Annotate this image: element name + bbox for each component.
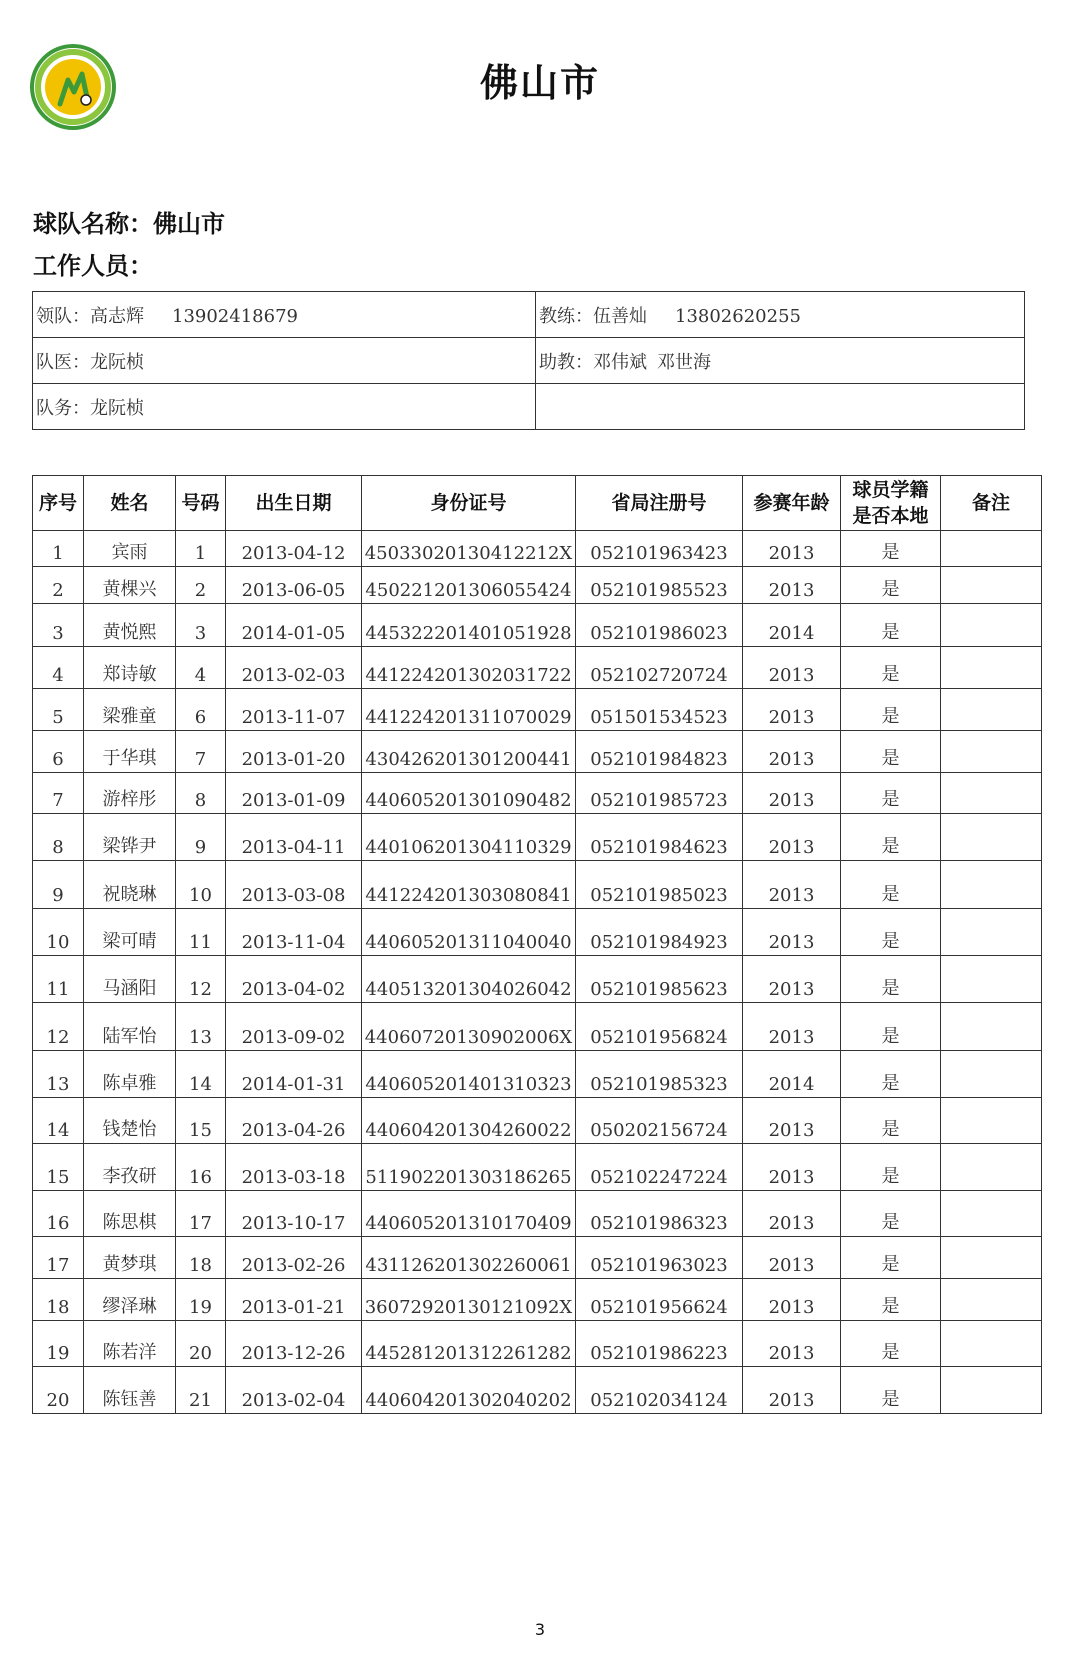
cell-player-name: 于华琪 <box>84 731 176 773</box>
cell-player-name: 梁雅童 <box>84 689 176 731</box>
cell-id-number: 431126201302260061 <box>362 1237 576 1279</box>
cell-registration-number: 052101956624 <box>576 1279 743 1321</box>
table-row <box>33 567 1042 604</box>
cell-local-enrollment: 是 <box>841 1321 941 1367</box>
cell-local-enrollment: 是 <box>841 956 941 1003</box>
table-row <box>33 531 1042 567</box>
staff-row <box>33 338 1025 384</box>
table-row <box>33 1279 1042 1321</box>
cell-jersey-number: 3 <box>176 604 226 647</box>
cell-player-name: 李孜研 <box>84 1144 176 1191</box>
table-row <box>33 814 1042 861</box>
cell-remarks <box>941 1191 1042 1237</box>
cell-jersey-number: 21 <box>176 1367 226 1414</box>
cell-id-number: 441224201303080841 <box>362 861 576 909</box>
table-row <box>33 773 1042 814</box>
coach-label: 教练： <box>539 305 593 327</box>
team-name-line <box>33 204 225 239</box>
cell-registration-number: 052101956824 <box>576 1003 743 1051</box>
staff-table <box>32 291 1025 430</box>
cell-registration-number: 052101986323 <box>576 1191 743 1237</box>
cell-local-enrollment: 是 <box>841 1051 941 1098</box>
cell-birthdate: 2013-04-12 <box>226 531 362 567</box>
cell-index: 14 <box>33 1098 84 1144</box>
coach-name: 伍善灿 <box>593 305 647 327</box>
cell-birthdate: 2013-02-03 <box>226 647 362 689</box>
cell-local-enrollment: 是 <box>841 909 941 956</box>
cell-birthdate: 2013-02-26 <box>226 1237 362 1279</box>
table-row <box>33 1367 1042 1414</box>
cell-birthdate: 2013-01-09 <box>226 773 362 814</box>
table-row <box>33 647 1042 689</box>
cell-age-group: 2013 <box>743 731 841 773</box>
cell-id-number: 445322201401051928 <box>362 604 576 647</box>
cell-local-enrollment: 是 <box>841 647 941 689</box>
page-title: 佛山市 <box>479 61 600 105</box>
cell-birthdate: 2013-03-18 <box>226 1144 362 1191</box>
cell-remarks <box>941 1098 1042 1144</box>
cell-index: 17 <box>33 1237 84 1279</box>
leader-phone: 13902418679 <box>172 305 298 327</box>
cell-remarks <box>941 689 1042 731</box>
cell-age-group: 2013 <box>743 1237 841 1279</box>
cell-jersey-number: 15 <box>176 1098 226 1144</box>
cell-local-enrollment: 是 <box>841 531 941 567</box>
cell-registration-number: 052101985523 <box>576 567 743 604</box>
cell-id-number: 44060720130902006X <box>362 1003 576 1051</box>
cell-id-number: 441224201302031722 <box>362 647 576 689</box>
cell-id-number: 45033020130412212X <box>362 531 576 567</box>
header-index: 序号 <box>33 476 84 531</box>
cell-age-group: 2013 <box>743 1003 841 1051</box>
cell-player-name: 梁铧尹 <box>84 814 176 861</box>
cell-jersey-number: 12 <box>176 956 226 1003</box>
header-remarks: 备注 <box>941 476 1042 531</box>
empty-cell <box>536 384 1025 430</box>
team-name-label: 球队名称： <box>33 210 153 238</box>
cell-registration-number: 050202156724 <box>576 1098 743 1144</box>
cell-index: 7 <box>33 773 84 814</box>
cell-local-enrollment: 是 <box>841 604 941 647</box>
cell-id-number: 511902201303186265 <box>362 1144 576 1191</box>
cell-registration-number: 052101984623 <box>576 814 743 861</box>
table-row <box>33 1191 1042 1237</box>
cell-jersey-number: 1 <box>176 531 226 567</box>
cell-index: 4 <box>33 647 84 689</box>
cell-age-group: 2013 <box>743 689 841 731</box>
table-row <box>33 1051 1042 1098</box>
table-row <box>33 861 1042 909</box>
cell-remarks <box>941 909 1042 956</box>
cell-remarks <box>941 1279 1042 1321</box>
cell-id-number: 441224201311070029 <box>362 689 576 731</box>
roster-header-row <box>33 476 1042 531</box>
cell-index: 16 <box>33 1191 84 1237</box>
header-number: 号码 <box>176 476 226 531</box>
cell-remarks <box>941 1144 1042 1191</box>
cell-id-number: 440604201304260022 <box>362 1098 576 1144</box>
cell-remarks <box>941 647 1042 689</box>
cell-id-number: 430426201301200441 <box>362 731 576 773</box>
cell-local-enrollment: 是 <box>841 567 941 604</box>
leader-label: 领队： <box>36 305 90 327</box>
cell-birthdate: 2013-10-17 <box>226 1191 362 1237</box>
cell-registration-number: 052101985623 <box>576 956 743 1003</box>
cell-birthdate: 2013-11-07 <box>226 689 362 731</box>
cell-registration-number: 052102720724 <box>576 647 743 689</box>
assistant-name-2: 邓世海 <box>657 351 711 373</box>
cell-age-group: 2013 <box>743 1279 841 1321</box>
header-registration-number: 省局注册号 <box>576 476 743 531</box>
cell-index: 12 <box>33 1003 84 1051</box>
cell-age-group: 2013 <box>743 773 841 814</box>
cell-index: 13 <box>33 1051 84 1098</box>
cell-jersey-number: 9 <box>176 814 226 861</box>
cell-remarks <box>941 773 1042 814</box>
cell-remarks <box>941 814 1042 861</box>
cell-birthdate: 2013-03-08 <box>226 861 362 909</box>
cell-player-name: 黄悦熙 <box>84 604 176 647</box>
cell-age-group: 2014 <box>743 604 841 647</box>
assistant-label: 助教： <box>539 351 593 373</box>
leader-name: 高志辉 <box>90 305 144 327</box>
cell-birthdate: 2013-11-04 <box>226 909 362 956</box>
cell-jersey-number: 11 <box>176 909 226 956</box>
staff-row <box>33 292 1025 338</box>
table-row <box>33 689 1042 731</box>
header-local-enrollment: 球员学籍 是否本地 <box>841 476 941 531</box>
cell-birthdate: 2013-04-26 <box>226 1098 362 1144</box>
manager-cell <box>33 384 536 430</box>
table-row <box>33 1144 1042 1191</box>
cell-registration-number: 051501534523 <box>576 689 743 731</box>
cell-player-name: 祝晓琳 <box>84 861 176 909</box>
cell-registration-number: 052101986223 <box>576 1321 743 1367</box>
cell-remarks <box>941 1321 1042 1367</box>
cell-index: 19 <box>33 1321 84 1367</box>
cell-birthdate: 2013-01-21 <box>226 1279 362 1321</box>
cell-jersey-number: 6 <box>176 689 226 731</box>
cell-player-name: 黄梦琪 <box>84 1237 176 1279</box>
cell-age-group: 2013 <box>743 1098 841 1144</box>
cell-remarks <box>941 1003 1042 1051</box>
cell-jersey-number: 17 <box>176 1191 226 1237</box>
cell-local-enrollment: 是 <box>841 1279 941 1321</box>
header-age-group: 参赛年龄 <box>743 476 841 531</box>
cell-index: 10 <box>33 909 84 956</box>
cell-age-group: 2013 <box>743 531 841 567</box>
cell-id-number: 36072920130121092X <box>362 1279 576 1321</box>
cell-jersey-number: 18 <box>176 1237 226 1279</box>
cell-age-group: 2013 <box>743 1144 841 1191</box>
cell-id-number: 440604201302040202 <box>362 1367 576 1414</box>
cell-remarks <box>941 531 1042 567</box>
table-row <box>33 1321 1042 1367</box>
cell-jersey-number: 14 <box>176 1051 226 1098</box>
cell-remarks <box>941 604 1042 647</box>
cell-age-group: 2013 <box>743 814 841 861</box>
manager-label: 队务： <box>36 397 90 419</box>
doctor-cell <box>33 338 536 384</box>
cell-local-enrollment: 是 <box>841 861 941 909</box>
doctor-name: 龙阮桢 <box>90 351 144 373</box>
table-row <box>33 731 1042 773</box>
cell-jersey-number: 4 <box>176 647 226 689</box>
cell-index: 20 <box>33 1367 84 1414</box>
header-id-number: 身份证号 <box>362 476 576 531</box>
cell-age-group: 2013 <box>743 1191 841 1237</box>
cell-birthdate: 2013-02-04 <box>226 1367 362 1414</box>
cell-local-enrollment: 是 <box>841 731 941 773</box>
cell-remarks <box>941 567 1042 604</box>
cell-index: 18 <box>33 1279 84 1321</box>
cell-registration-number: 052101985723 <box>576 773 743 814</box>
table-row <box>33 909 1042 956</box>
assistant-name-1: 邓伟斌 <box>593 351 647 373</box>
cell-player-name: 缪泽琳 <box>84 1279 176 1321</box>
cell-index: 9 <box>33 861 84 909</box>
cell-local-enrollment: 是 <box>841 1003 941 1051</box>
cell-player-name: 马涵阳 <box>84 956 176 1003</box>
cell-age-group: 2013 <box>743 956 841 1003</box>
cell-registration-number: 052102034124 <box>576 1367 743 1414</box>
cell-index: 3 <box>33 604 84 647</box>
cell-player-name: 郑诗敏 <box>84 647 176 689</box>
cell-remarks <box>941 731 1042 773</box>
table-row <box>33 1098 1042 1144</box>
player-roster-table <box>32 475 1042 1414</box>
cell-index: 11 <box>33 956 84 1003</box>
cell-age-group: 2013 <box>743 1321 841 1367</box>
cell-local-enrollment: 是 <box>841 689 941 731</box>
cell-index: 5 <box>33 689 84 731</box>
cell-birthdate: 2013-04-11 <box>226 814 362 861</box>
cell-jersey-number: 10 <box>176 861 226 909</box>
cell-jersey-number: 13 <box>176 1003 226 1051</box>
cell-player-name: 梁可晴 <box>84 909 176 956</box>
table-row <box>33 956 1042 1003</box>
header-name: 姓名 <box>84 476 176 531</box>
assistant-coach-cell <box>536 338 1025 384</box>
cell-id-number: 450221201306055424 <box>362 567 576 604</box>
cell-id-number: 440513201304026042 <box>362 956 576 1003</box>
cell-birthdate: 2014-01-05 <box>226 604 362 647</box>
cell-id-number: 445281201312261282 <box>362 1321 576 1367</box>
cell-local-enrollment: 是 <box>841 1144 941 1191</box>
cell-registration-number: 052101984823 <box>576 731 743 773</box>
cell-player-name: 陈钰善 <box>84 1367 176 1414</box>
cell-player-name: 陆军怡 <box>84 1003 176 1051</box>
staff-row <box>33 384 1025 430</box>
cell-local-enrollment: 是 <box>841 1098 941 1144</box>
manager-name: 龙阮桢 <box>90 397 144 419</box>
cell-registration-number: 052101963423 <box>576 531 743 567</box>
cell-jersey-number: 8 <box>176 773 226 814</box>
cell-index: 8 <box>33 814 84 861</box>
cell-index: 15 <box>33 1144 84 1191</box>
cell-jersey-number: 7 <box>176 731 226 773</box>
cell-player-name: 钱楚怡 <box>84 1098 176 1144</box>
cell-birthdate: 2013-01-20 <box>226 731 362 773</box>
cell-age-group: 2013 <box>743 1367 841 1414</box>
table-row <box>33 1237 1042 1279</box>
team-name-value: 佛山市 <box>153 210 225 238</box>
cell-local-enrollment: 是 <box>841 1237 941 1279</box>
cell-birthdate: 2013-09-02 <box>226 1003 362 1051</box>
cell-registration-number: 052102247224 <box>576 1144 743 1191</box>
cell-local-enrollment: 是 <box>841 773 941 814</box>
cell-player-name: 黄棵兴 <box>84 567 176 604</box>
page-number: 3 <box>534 1620 546 1639</box>
cell-remarks <box>941 861 1042 909</box>
cell-local-enrollment: 是 <box>841 814 941 861</box>
cell-player-name: 游梓彤 <box>84 773 176 814</box>
cell-player-name: 宾雨 <box>84 531 176 567</box>
cell-index: 6 <box>33 731 84 773</box>
cell-index: 2 <box>33 567 84 604</box>
cell-registration-number: 052101985023 <box>576 861 743 909</box>
cell-jersey-number: 16 <box>176 1144 226 1191</box>
cell-id-number: 440605201301090482 <box>362 773 576 814</box>
cell-birthdate: 2014-01-31 <box>226 1051 362 1098</box>
cell-id-number: 440605201311040040 <box>362 909 576 956</box>
doctor-label: 队医： <box>36 351 90 373</box>
cell-registration-number: 052101986023 <box>576 604 743 647</box>
cell-remarks <box>941 1367 1042 1414</box>
cell-jersey-number: 2 <box>176 567 226 604</box>
cell-registration-number: 052101985323 <box>576 1051 743 1098</box>
cell-index: 1 <box>33 531 84 567</box>
cell-remarks <box>941 1237 1042 1279</box>
cell-local-enrollment: 是 <box>841 1367 941 1414</box>
cell-remarks <box>941 956 1042 1003</box>
cell-birthdate: 2013-04-02 <box>226 956 362 1003</box>
cell-age-group: 2014 <box>743 1051 841 1098</box>
cell-local-enrollment: 是 <box>841 1191 941 1237</box>
cell-player-name: 陈卓雅 <box>84 1051 176 1098</box>
cell-jersey-number: 19 <box>176 1279 226 1321</box>
coach-phone: 13802620255 <box>675 305 801 327</box>
staff-section-label: 工作人员： <box>33 252 153 280</box>
cell-player-name: 陈若洋 <box>84 1321 176 1367</box>
cell-id-number: 440605201401310323 <box>362 1051 576 1098</box>
table-row <box>33 604 1042 647</box>
table-row <box>33 1003 1042 1051</box>
coach-cell <box>536 292 1025 338</box>
cell-registration-number: 052101984923 <box>576 909 743 956</box>
cell-jersey-number: 20 <box>176 1321 226 1367</box>
cell-age-group: 2013 <box>743 909 841 956</box>
cell-age-group: 2013 <box>743 861 841 909</box>
leader-cell <box>33 292 536 338</box>
cell-remarks <box>941 1051 1042 1098</box>
cell-id-number: 440106201304110329 <box>362 814 576 861</box>
cell-id-number: 440605201310170409 <box>362 1191 576 1237</box>
cell-player-name: 陈思棋 <box>84 1191 176 1237</box>
cell-birthdate: 2013-12-26 <box>226 1321 362 1367</box>
cell-age-group: 2013 <box>743 567 841 604</box>
cell-registration-number: 052101963023 <box>576 1237 743 1279</box>
cell-age-group: 2013 <box>743 647 841 689</box>
header-birthdate: 出生日期 <box>226 476 362 531</box>
cell-birthdate: 2013-06-05 <box>226 567 362 604</box>
